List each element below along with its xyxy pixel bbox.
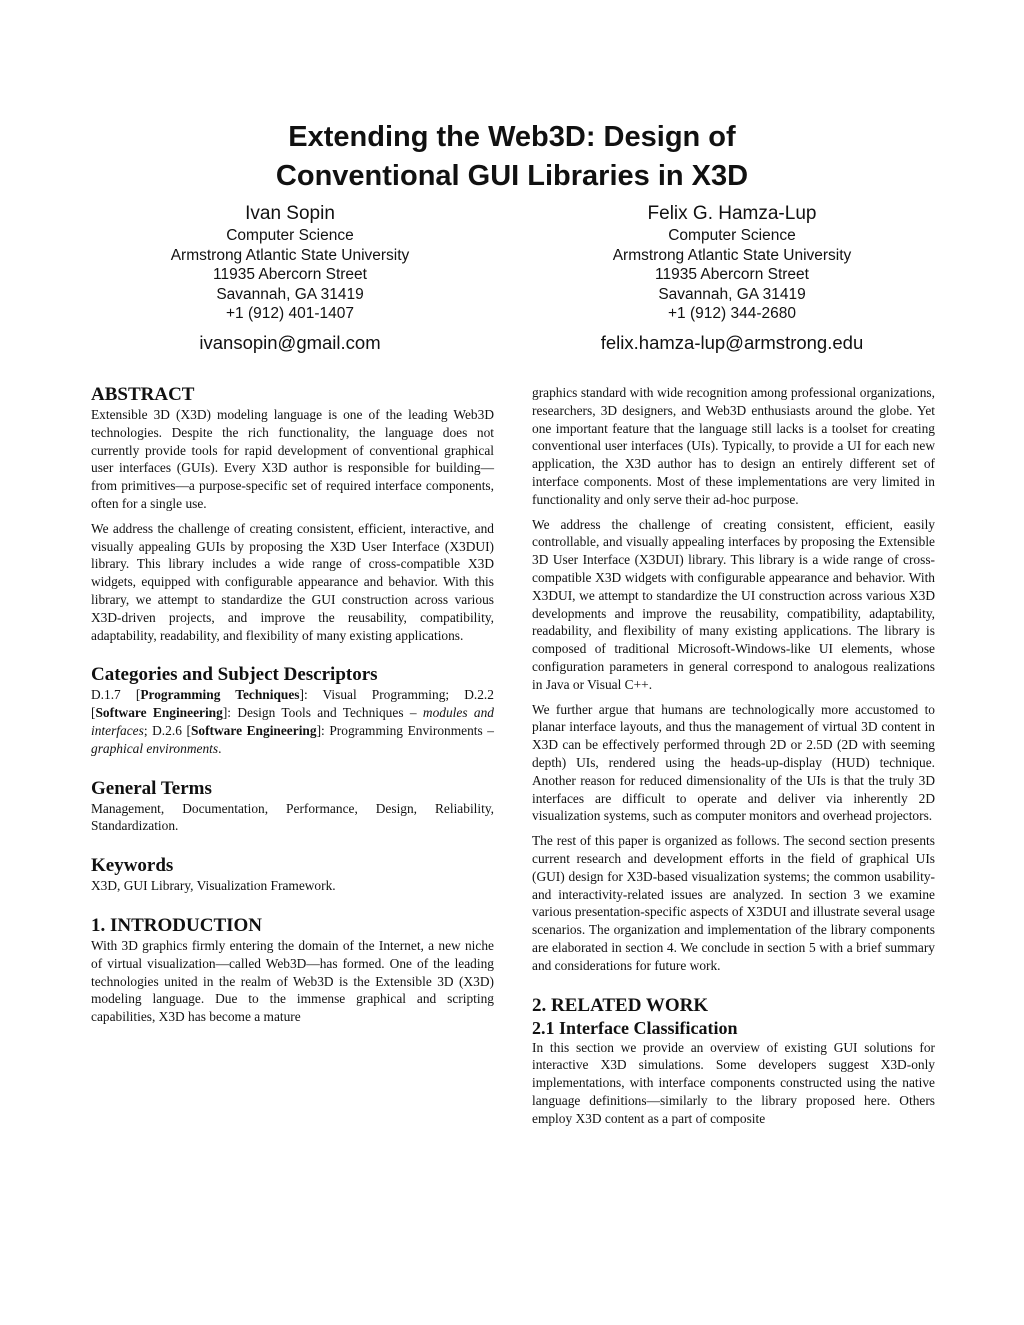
author-street: 11935 Abercorn Street	[655, 266, 809, 283]
author-university: Armstrong Atlantic State University	[170, 246, 410, 264]
introduction-paragraph-1-continued: graphics standard with wide recognition among professional organizations, researchers, 3D designers, and Web3D enthusiasts around the globe. Yet one important feature that the language still lacks is a toolset for creating conventional user interfaces (UIs). Typically, to provide a UI for each new application, the X3D author has to design an entirely different set of interface components. Most of these implementations are very limited in functionality and only serve their ad-hoc purpose.	[532, 385, 935, 507]
author-department: Computer Science	[668, 227, 796, 244]
abstract-heading: ABSTRACT	[91, 384, 195, 405]
related-work-paragraph-1: In this section we provide an overview of existing GUI solutions for interactive X3D simulations. Some developers suggest X3D-only implementations, with interface components constructed using the native language definitions—similarly to the library proposed here. Others employ X3D content as a part of composite	[532, 1039, 935, 1126]
left-column	[91, 384, 494, 1033]
introduction-paragraph-1: With 3D graphics firmly entering the domain of the Internet, a new niche of virtual visualization—called Web3D—has formed. One of the leading technologies united in the realm of Web3D is the Extensible 3D (X3D) modeling language. Due to the immense graphical and scripting capabilities, X3D has become a mature	[91, 937, 494, 1025]
author-name: Felix G. Hamza-Lup	[647, 203, 817, 224]
right-column	[532, 384, 935, 1134]
author-department: Computer Science	[226, 227, 354, 244]
introduction-paragraph-4: The rest of this paper is organized as follows. The second section presents current research and development efforts in the field of graphical UIs (GUI) design for X3D-based visualization systems; the common usability- and interactivity-related issues are analyzed. In section 3 we examine various presentation-specific aspects of X3DUI and illustrate several usage scenarios. The organization and implementation of the library components are elaborated in section 4. We conclude in section 5 with a brief summary and considerations for future work.	[532, 833, 935, 973]
author-phone: +1 (912) 344-2680	[668, 305, 796, 322]
categories-text	[91, 686, 494, 757]
general-terms-heading: General Terms	[91, 777, 212, 799]
author-city: Savannah, GA 31419	[658, 285, 806, 303]
abstract-paragraph-1: Extensible 3D (X3D) modeling language is one of the leading Web3D technologies. Despite the rich functionality, the language does not currently provide tools for rapid development of conventional graphical user interfaces (GUIs). Every X3D author is responsible for building—from primitives—a purpose-specific set of required interface components, often for a single use.	[91, 407, 494, 511]
author-block-1	[100, 202, 480, 355]
title-line-1: Extending the Web3D: Design of	[288, 121, 736, 153]
categories-heading: Categories and Subject Descriptors	[91, 664, 378, 686]
categories-text-part: .	[218, 740, 222, 756]
keywords-text: X3D, GUI Library, Visualization Framework.	[91, 878, 336, 894]
paper-title	[0, 118, 1024, 196]
interface-classification-subheading: 2.1 Interface Classification	[532, 1017, 738, 1038]
category-bold: Programming Techniques	[140, 687, 300, 703]
author-city: Savannah, GA 31419	[216, 285, 364, 303]
category-bold: Software Engineering	[190, 722, 317, 738]
related-work-heading: 2. RELATED WORK	[532, 994, 709, 1016]
category-italic: graphical environments	[91, 740, 219, 756]
general-terms-text: Management, Documentation, Performance, Design, Reliability, Standardization.	[91, 800, 494, 834]
author-email: felix.hamza-lup@armstrong.edu	[600, 331, 864, 353]
introduction-paragraph-2: We address the challenge of creating consistent, efficient, easily controllable, and visually appealing interfaces by proposing the Extensible 3D User Interface (X3DUI) library. This library is a wide range of cross-compatible X3D widgets with configurable appearance and behavior. With X3DUI, we attempt to standardize the UI construction across various X3D developments and improve the reusability, compatibility, adaptability, readability, and flexibility of many existing applications. The library is composed of traditional Microsoft-Windows-like UI elements, whose configuration parameters in general correspond to analogous realizations in Java or Visual C++.	[532, 516, 935, 692]
categories-text-part: ; D.2.6 [	[143, 722, 191, 738]
title-line-2: Conventional GUI Libraries in X3D	[275, 160, 749, 192]
author-email: ivansopin@gmail.com	[199, 331, 381, 353]
author-street: 11935 Abercorn Street	[213, 266, 367, 283]
category-italic: modules and interfaces	[91, 705, 494, 738]
categories-text-part: D.1.7 [	[91, 687, 141, 703]
introduction-heading: 1. INTRODUCTION	[91, 914, 263, 936]
categories-text-part: ]: Design Tools and Techniques –	[222, 705, 423, 721]
author-name: Ivan Sopin	[245, 203, 335, 224]
author-phone: +1 (912) 401-1407	[226, 305, 354, 322]
author-university: Armstrong Atlantic State University	[612, 246, 852, 264]
categories-text-part: ]: Visual Programming; D.2.2 [	[91, 687, 494, 721]
author-block-2	[542, 202, 922, 355]
categories-text-part: ]: Programming Environments –	[316, 722, 494, 738]
keywords-heading: Keywords	[91, 855, 174, 877]
introduction-paragraph-3: We further argue that humans are technologically more accustomed to planar interface layouts, and thus the management of virtual 3D content in X3D can be effectively performed through 2D or 2.5D (2D with seeming depth) UIs, rendered using the heads-up-display (HUD) technique. Another reason for reduced dimensionality of the UIs is that the truly 3D interfaces are difficult to operate and deliver via inherently 2D visualization systems, such as computer monitors and overhead projectors.	[532, 701, 935, 824]
abstract-paragraph-2: We address the challenge of creating consistent, efficient, interactive, and visually appealing GUIs by proposing the X3D User Interface (X3DUI) library. This library includes a wide range of cross-compatible X3D widgets, equipped with configurable appearance and behavior. With this library, we attempt to standardize the GUI construction across various X3D-driven projects, and improve the reusability, compatibility, adaptability, readability, and flexibility of many existing applications.	[91, 520, 494, 643]
category-bold: Software Engineering	[95, 705, 223, 721]
